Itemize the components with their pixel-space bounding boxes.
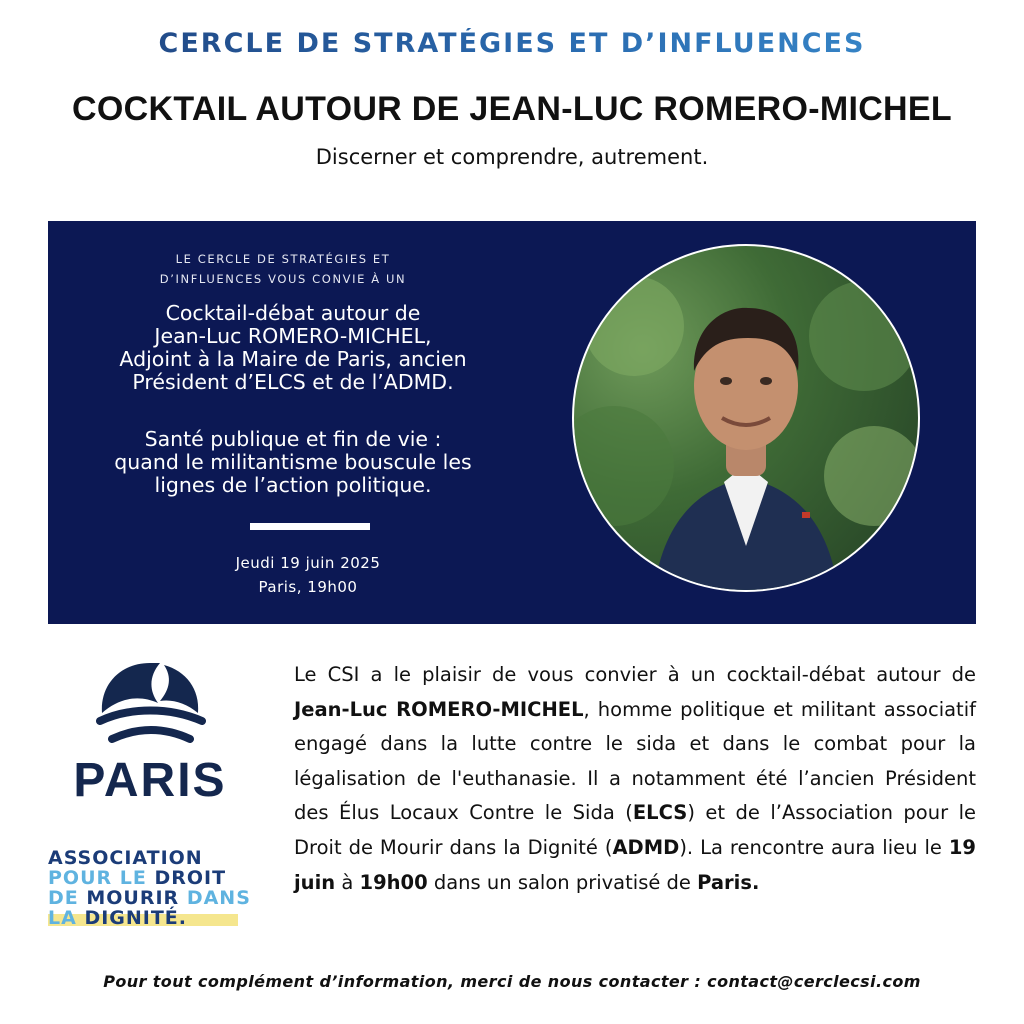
organization-title: CERCLE DE STRATÉGIES ET D’INFLUENCES	[0, 28, 1024, 59]
description-emphasis: ADMD	[612, 835, 680, 859]
admd-logo-word: DANS	[186, 887, 251, 909]
event-date: Jeudi 19 juin 2025	[235, 554, 381, 572]
speaker-portrait-illustration	[574, 246, 918, 590]
admd-logo-word: MOURIR	[86, 887, 187, 909]
description-emphasis: ELCS	[632, 801, 688, 825]
topic-line: lignes de l’action politique.	[154, 473, 432, 497]
event-place-time: Paris, 19h00	[258, 578, 358, 596]
event-line: Adjoint à la Maire de Paris, ancien	[119, 347, 467, 371]
banner-divider	[250, 523, 370, 530]
admd-logo-word: DIGNITÉ.	[84, 907, 188, 929]
description-text: ). La rencontre aura lieu le	[679, 835, 949, 859]
admd-logo-line	[48, 848, 203, 868]
event-line: Jean-Luc ROMERO-MICHEL,	[154, 324, 432, 348]
admd-logo-word: POUR LE	[48, 867, 155, 889]
description-emphasis: 19h00	[359, 870, 428, 894]
event-line: Président d’ELCS et de l’ADMD.	[132, 370, 454, 394]
invitation-banner	[48, 221, 976, 624]
admd-logo-word: DE	[48, 887, 87, 909]
description-text: ) et de l’Association pour le Droit de Mourir dans la Dignité (	[294, 801, 976, 859]
topic-line: Santé publique et fin de vie :	[144, 427, 442, 451]
banner-invite-line: D’INFLUENCES VOUS CONVIE À UN	[159, 272, 407, 286]
admd-logo-line	[48, 908, 187, 928]
admd-logo-word: LA	[48, 907, 85, 929]
topic-line: quand le militantisme bouscule les	[114, 450, 472, 474]
paris-logo	[60, 655, 240, 805]
admd-logo-word: DROIT	[154, 867, 227, 889]
page-title: COCKTAIL AUTOUR DE JEAN-LUC ROMERO-MICHEL	[72, 90, 952, 128]
admd-logo-line	[48, 868, 226, 888]
event-description	[294, 658, 976, 900]
description-text: dans un salon privatisé de	[427, 870, 698, 894]
banner-invite-line: LE CERCLE DE STRATÉGIES ET	[175, 252, 391, 266]
description-text: , homme politique et militant associatif engagé dans la lutte contre le sida et dans le combat pour la légalisation de l'euthanasie. Il a notamment été l’ancien Président des Élus Locaux Contre le Sida (	[294, 697, 976, 825]
admd-logo-line	[48, 888, 251, 908]
paris-ship-icon	[60, 655, 240, 750]
description-emphasis: Jean-Luc ROMERO-MICHEL	[294, 697, 584, 721]
admd-logo-word: ASSOCIATION	[48, 847, 203, 869]
description-emphasis: Paris.	[697, 870, 760, 894]
description-text: Le CSI a le plaisir de vous convier à un cocktail-débat autour de	[294, 663, 976, 686]
contact-footer: Pour tout complément d’information, merci de nous contacter : contact@cerclecsi.com	[103, 972, 921, 991]
event-line: Cocktail-débat autour de	[165, 301, 421, 325]
admd-logo	[48, 847, 251, 930]
paris-logo-text: PARIS	[73, 754, 227, 807]
banner-invite-text	[128, 249, 438, 289]
speaker-portrait	[572, 244, 920, 592]
description-text: à	[335, 870, 360, 894]
description-emphasis: 19 juin	[294, 835, 976, 894]
tagline: Discerner et comprendre, autrement.	[315, 145, 709, 169]
